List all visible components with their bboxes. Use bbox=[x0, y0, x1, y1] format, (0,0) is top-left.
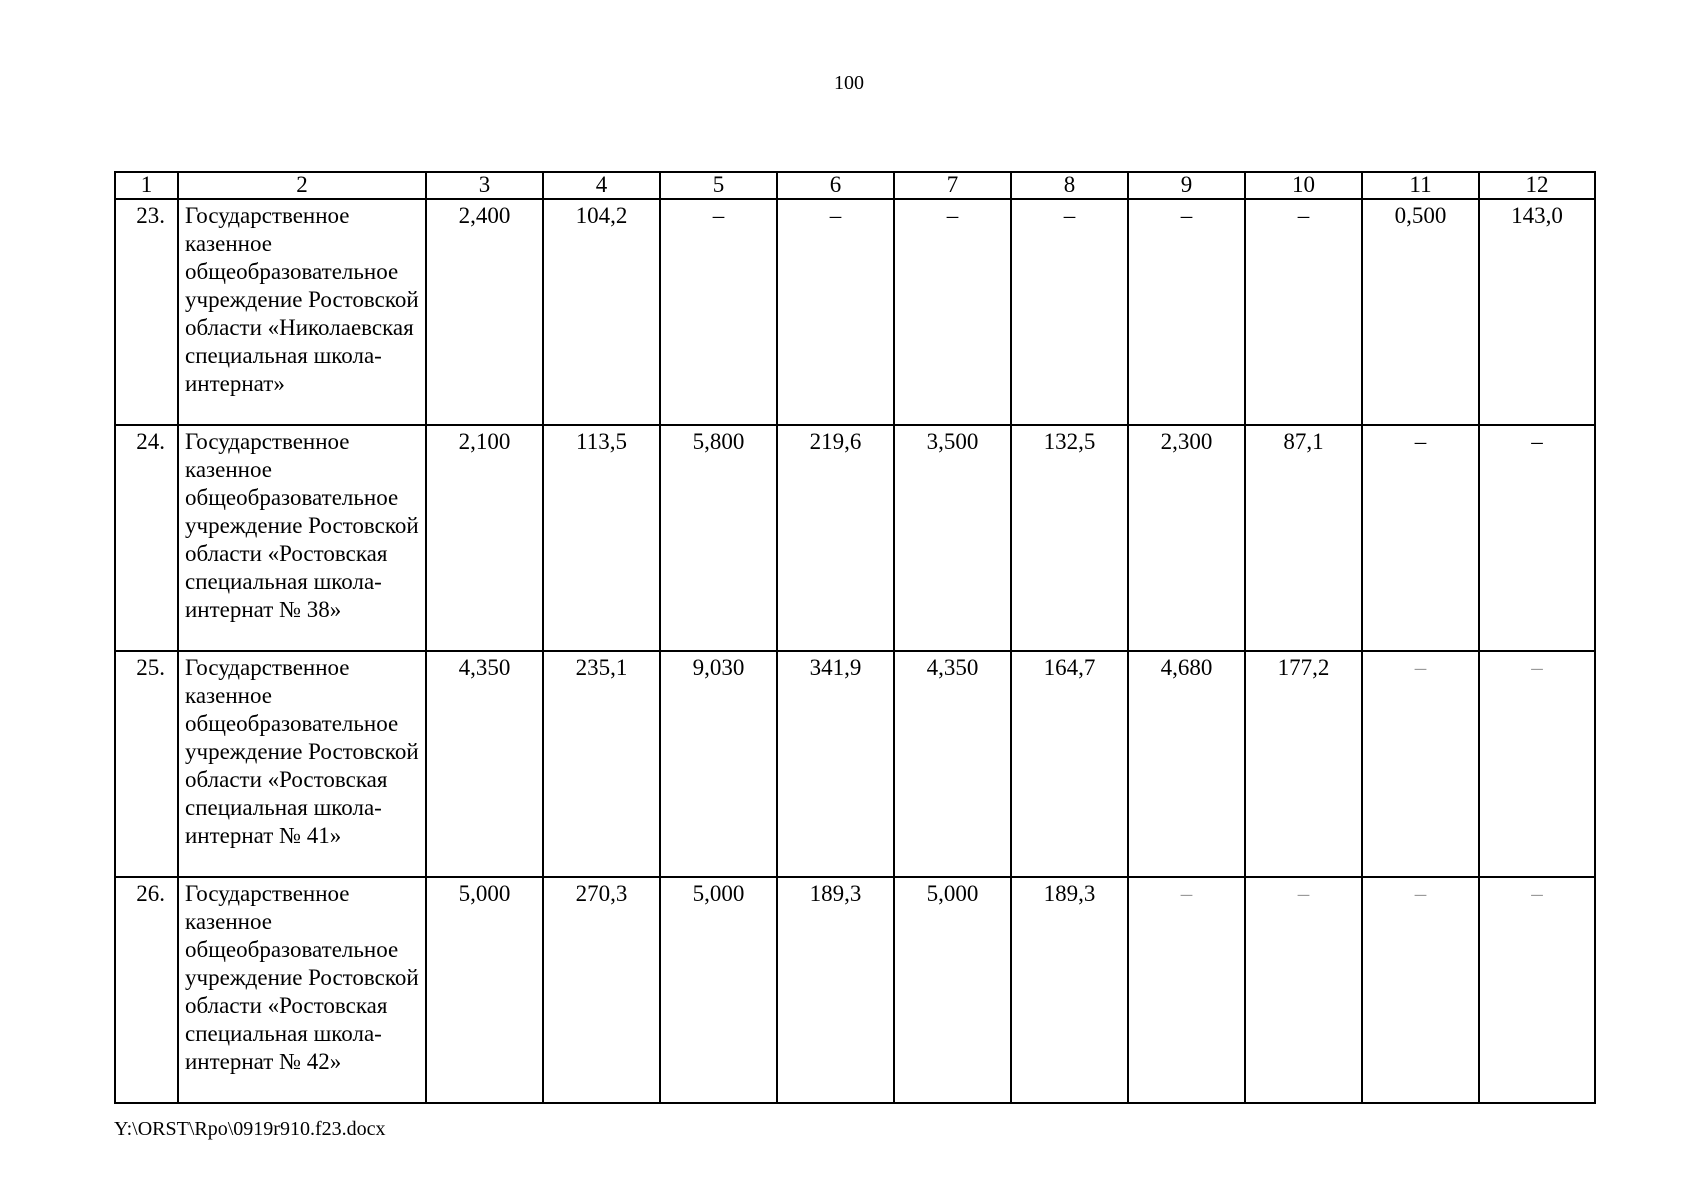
row-number: 26. bbox=[115, 877, 178, 1103]
data-table bbox=[114, 171, 1596, 1104]
value-cell: 164,7 bbox=[1011, 651, 1128, 877]
value-cell: 270,3 bbox=[543, 877, 660, 1103]
page-number: 100 bbox=[834, 72, 864, 94]
value-cell: – bbox=[1245, 877, 1362, 1103]
value-cell: 5,000 bbox=[894, 877, 1011, 1103]
value-cell: 0,500 bbox=[1362, 199, 1479, 425]
value-cell: – bbox=[1479, 425, 1595, 651]
value-cell: 2,300 bbox=[1128, 425, 1245, 651]
table-row bbox=[115, 651, 1595, 877]
header-cell: 10 bbox=[1245, 172, 1362, 199]
value-cell: 104,2 bbox=[543, 199, 660, 425]
value-cell: – bbox=[1362, 877, 1479, 1103]
value-cell: 5,800 bbox=[660, 425, 777, 651]
value-cell: 177,2 bbox=[1245, 651, 1362, 877]
header-cell: 2 bbox=[178, 172, 426, 199]
value-cell: – bbox=[894, 199, 1011, 425]
header-cell: 3 bbox=[426, 172, 543, 199]
value-cell: – bbox=[1362, 425, 1479, 651]
value-cell: – bbox=[1245, 199, 1362, 425]
institution-name: Государственное казенное общеобразовательное учреждение Ростовской области «Николаевская специальная школа-интернат» bbox=[178, 199, 426, 425]
table-row bbox=[115, 877, 1595, 1103]
header-row bbox=[115, 172, 1595, 199]
value-cell: 113,5 bbox=[543, 425, 660, 651]
value-cell: 2,100 bbox=[426, 425, 543, 651]
value-cell: 4,350 bbox=[426, 651, 543, 877]
value-cell: – bbox=[1128, 877, 1245, 1103]
table-row bbox=[115, 199, 1595, 425]
value-cell: 5,000 bbox=[426, 877, 543, 1103]
value-cell: – bbox=[660, 199, 777, 425]
header-cell: 8 bbox=[1011, 172, 1128, 199]
value-cell: – bbox=[1128, 199, 1245, 425]
header-cell: 12 bbox=[1479, 172, 1595, 199]
institution-name: Государственное казенное общеобразовательное учреждение Ростовской области «Ростовская специальная школа-интернат № 42» bbox=[178, 877, 426, 1103]
header-cell: 6 bbox=[777, 172, 894, 199]
value-cell: 4,680 bbox=[1128, 651, 1245, 877]
value-cell: 143,0 bbox=[1479, 199, 1595, 425]
value-cell: 87,1 bbox=[1245, 425, 1362, 651]
value-cell: 235,1 bbox=[543, 651, 660, 877]
value-cell: – bbox=[1479, 651, 1595, 877]
institution-name: Государственное казенное общеобразовательное учреждение Ростовской области «Ростовская специальная школа-интернат № 41» bbox=[178, 651, 426, 877]
value-cell: – bbox=[1011, 199, 1128, 425]
row-number: 23. bbox=[115, 199, 178, 425]
header-cell: 7 bbox=[894, 172, 1011, 199]
value-cell: 4,350 bbox=[894, 651, 1011, 877]
footer-file-path: Y:\ORST\Rpo\0919r910.f23.docx bbox=[114, 1118, 386, 1140]
header-cell: 9 bbox=[1128, 172, 1245, 199]
value-cell: 341,9 bbox=[777, 651, 894, 877]
header-cell: 11 bbox=[1362, 172, 1479, 199]
header-cell: 5 bbox=[660, 172, 777, 199]
value-cell: 132,5 bbox=[1011, 425, 1128, 651]
header-cell: 1 bbox=[115, 172, 178, 199]
value-cell: 189,3 bbox=[1011, 877, 1128, 1103]
value-cell: 2,400 bbox=[426, 199, 543, 425]
row-number: 25. bbox=[115, 651, 178, 877]
value-cell: 189,3 bbox=[777, 877, 894, 1103]
table-row bbox=[115, 425, 1595, 651]
value-cell: – bbox=[1479, 877, 1595, 1103]
header-cell: 4 bbox=[543, 172, 660, 199]
row-number: 24. bbox=[115, 425, 178, 651]
value-cell: 3,500 bbox=[894, 425, 1011, 651]
value-cell: – bbox=[777, 199, 894, 425]
value-cell: 5,000 bbox=[660, 877, 777, 1103]
institution-name: Государственное казенное общеобразовательное учреждение Ростовской области «Ростовская специальная школа-интернат № 38» bbox=[178, 425, 426, 651]
value-cell: 219,6 bbox=[777, 425, 894, 651]
value-cell: 9,030 bbox=[660, 651, 777, 877]
value-cell: – bbox=[1362, 651, 1479, 877]
